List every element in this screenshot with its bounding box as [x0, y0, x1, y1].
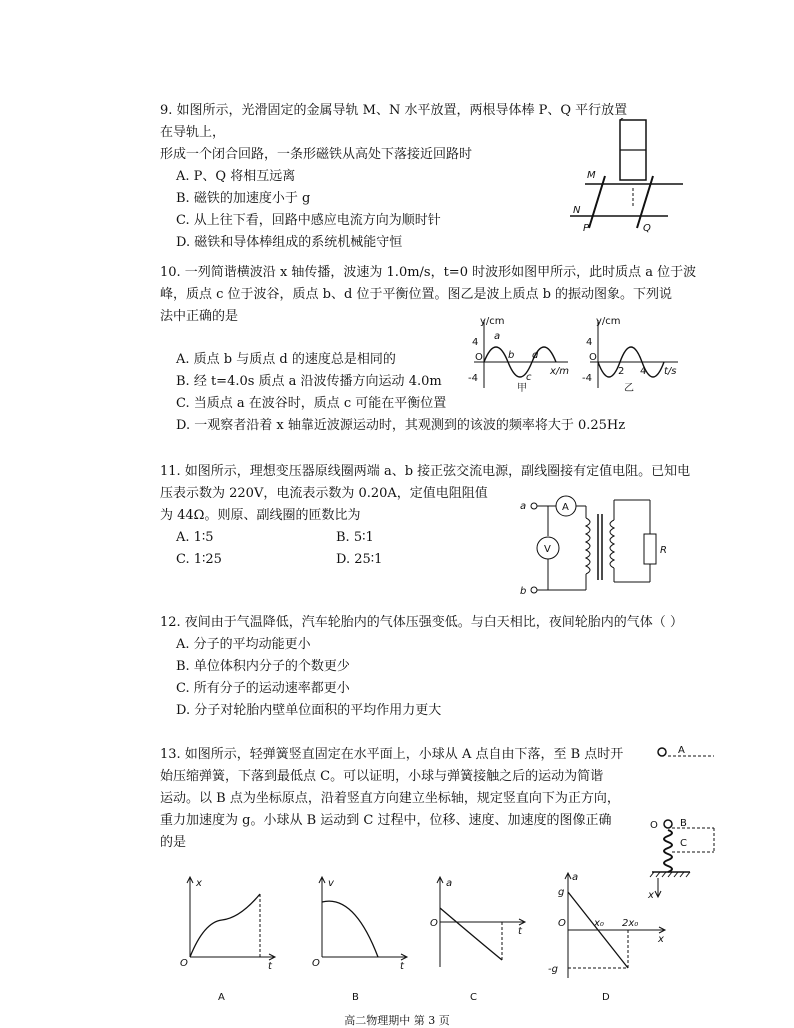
q9-figure-rails-magnet: [565, 118, 690, 233]
q9-option-d[interactable]: D. 磁铁和导体棒组成的系统机械能守恒: [176, 235, 403, 250]
q12-stem: 12. 夜间由于气温降低，汽车轮胎内的气体压强变低。与白天相比，夜间轮胎内的气体（ ）: [160, 615, 683, 630]
q13-label-x: x: [648, 890, 654, 900]
q10-yi-t2: 2: [618, 366, 625, 377]
q13-b-xlabel: t: [400, 961, 404, 972]
q13-c-xlabel: t: [518, 926, 522, 937]
q10-yi-y4: 4: [586, 337, 593, 348]
q11-option-a[interactable]: A. 1∶5: [176, 530, 214, 545]
q13-a-ylabel: x: [196, 878, 202, 889]
q10-yi-origin: O: [589, 352, 597, 363]
q10-yi-ylabel: y/cm: [596, 316, 621, 327]
q13-graph-a[interactable]: [170, 872, 280, 1012]
q10-figure-yi: [582, 314, 682, 394]
q13-d-minus-g: -g: [548, 964, 558, 975]
q11-stem-2: 压表示数为 220V，电流表示数为 0.20A，定值电阻阻值: [160, 486, 488, 501]
q13-d-xlabel: x: [658, 934, 664, 945]
question-12: [160, 612, 740, 722]
q11-voltmeter-label: V: [544, 544, 551, 555]
q13-b-origin: O: [312, 958, 320, 969]
q10-stem-1: 10. 一列简谐横波沿 x 轴传播，波速为 1.0m/s，t=0 时波形如图甲所示，此时质点 a 位于波: [160, 265, 697, 280]
q13-label-c: C: [680, 838, 687, 849]
q11-ammeter-label: A: [562, 502, 569, 513]
q11-options-row-2: [160, 549, 496, 571]
q10-jia-name: 甲: [517, 383, 527, 394]
q13-stem-3: 运动。以 B 点为坐标原点，沿着竖直方向建立坐标轴，规定竖直向下为正方向，: [160, 791, 620, 806]
q9-option-c[interactable]: C. 从上往下看，回路中感应电流方向为顺时针: [176, 213, 441, 228]
q11-label-b: b: [520, 586, 527, 597]
q10-option-a[interactable]: A. 质点 b 与质点 d 的速度总是相同的: [176, 352, 396, 367]
q12-option-c[interactable]: C. 所有分子的运动速率都更小: [176, 681, 350, 696]
q10-yi-ym4: -4: [582, 373, 592, 384]
q9-label-p: P: [583, 223, 590, 233]
q10-stem-3: 法中正确的是: [160, 309, 239, 324]
q13-label-a: A: [678, 745, 685, 756]
q10-option-d[interactable]: D. 一观察者沿着 x 轴靠近波源运动时，其观测到的该波的频率将大于 0.25Hz: [176, 418, 626, 433]
q11-figure-transformer: [518, 490, 698, 602]
q13-graph-b[interactable]: [302, 872, 412, 1012]
q13-b-ylabel: v: [328, 878, 334, 889]
q9-label-m: M: [587, 170, 596, 181]
q13-d-origin: O: [558, 918, 566, 929]
q9-option-a[interactable]: A. P、Q 将相互远离: [176, 169, 296, 184]
q13-c-ylabel: a: [446, 878, 453, 889]
q10-jia-c: c: [526, 372, 532, 383]
q13-label-b: B: [680, 818, 687, 829]
q11-label-a: a: [520, 501, 527, 512]
page-footer: 高二物理期中 第 3 页: [344, 1014, 450, 1027]
q10-jia-xlabel: x/m: [550, 366, 570, 377]
q13-a-xlabel: t: [268, 961, 272, 972]
q13-d-x0: x₀: [594, 918, 604, 929]
q11-stem-3: 为 44Ω。则原、副线圈的匝数比为: [160, 508, 361, 523]
q10-jia-origin: O: [475, 352, 483, 363]
q13-b-name: B: [352, 992, 359, 1003]
q13-stem-5: 的是: [160, 835, 187, 850]
q10-yi-xlabel: t/s: [664, 366, 677, 377]
q9-label-q: Q: [643, 223, 651, 233]
q13-d-2x0: 2x₀: [622, 918, 639, 929]
q10-option-c[interactable]: C. 当质点 a 在波谷时，质点 c 可能在平衡位置: [176, 396, 447, 411]
q10-option-b[interactable]: B. 经 t=4.0s 质点 a 沿波传播方向运动 4.0m: [176, 374, 442, 389]
question-13: [160, 744, 660, 854]
q10-yi-t4: 4: [640, 366, 647, 377]
q11-stem-1: 11. 如图所示，理想变压器原线圈两端 a、b 接正弦交流电源，副线圈接有定值电阻。已知电: [160, 464, 691, 479]
q13-d-ylabel: a: [572, 872, 579, 883]
q10-yi-name: 乙: [624, 383, 634, 394]
q10-stem-2: 峰，质点 c 位于波谷，质点 b、d 位于平衡位置。图乙是波上质点 b 的振动图象。下列说: [160, 287, 673, 302]
q13-d-name: D: [602, 992, 610, 1003]
q10-jia-d: d: [532, 350, 539, 361]
q11-option-c[interactable]: C. 1∶25: [176, 552, 222, 567]
q13-d-g: g: [558, 887, 565, 898]
q10-jia-ym4: -4: [468, 373, 478, 384]
q13-graph-d[interactable]: [548, 868, 672, 1012]
q13-c-name: C: [470, 992, 477, 1003]
q10-jia-a: a: [494, 331, 501, 342]
q10-jia-ylabel: y/cm: [480, 316, 505, 327]
q9-option-b[interactable]: B. 磁铁的加速度小于 g: [176, 191, 311, 206]
q9-label-n: N: [573, 205, 581, 216]
q11-option-b[interactable]: B. 5∶1: [336, 530, 374, 545]
q13-a-origin: O: [180, 958, 188, 969]
q13-a-name: A: [218, 992, 225, 1003]
q12-option-d[interactable]: D. 分子对轮胎内壁单位面积的平均作用力更大: [176, 703, 442, 718]
q12-option-a[interactable]: A. 分子的平均动能更小: [176, 637, 311, 652]
q13-stem-4: 重力加速度为 g。小球从 B 运动到 C 过程中，位移、速度、加速度的图像正确: [160, 813, 612, 828]
q13-label-o: O: [650, 820, 658, 831]
q9-stem-1: 9. 如图所示，光滑固定的金属导轨 M、N 水平放置，两根导体棒 P、Q 平行放置在导轨上，: [160, 103, 628, 140]
q9-stem-2: 形成一个闭合回路，一条形磁铁从高处下落接近回路时: [160, 147, 473, 162]
q13-stem-2: 始压缩弹簧，下落到最低点 C。可以证明，小球与弹簧接触之后的运动为简谐: [160, 769, 604, 784]
q10-jia-y4: 4: [472, 337, 479, 348]
q13-graph-c[interactable]: [420, 872, 530, 1012]
q10-figure-jia: [462, 314, 574, 394]
q10-jia-b: b: [508, 350, 515, 361]
q13-c-origin: O: [430, 918, 438, 929]
q12-option-b[interactable]: B. 单位体积内分子的个数更少: [176, 659, 350, 674]
q11-options-row-1: [160, 527, 496, 549]
q13-stem-1: 13. 如图所示，轻弹簧竖直固定在水平面上，小球从 A 点自由下落，至 B 点时开: [160, 747, 624, 762]
q11-resistor-label: R: [660, 545, 667, 556]
q11-option-d[interactable]: D. 25∶1: [336, 552, 383, 567]
